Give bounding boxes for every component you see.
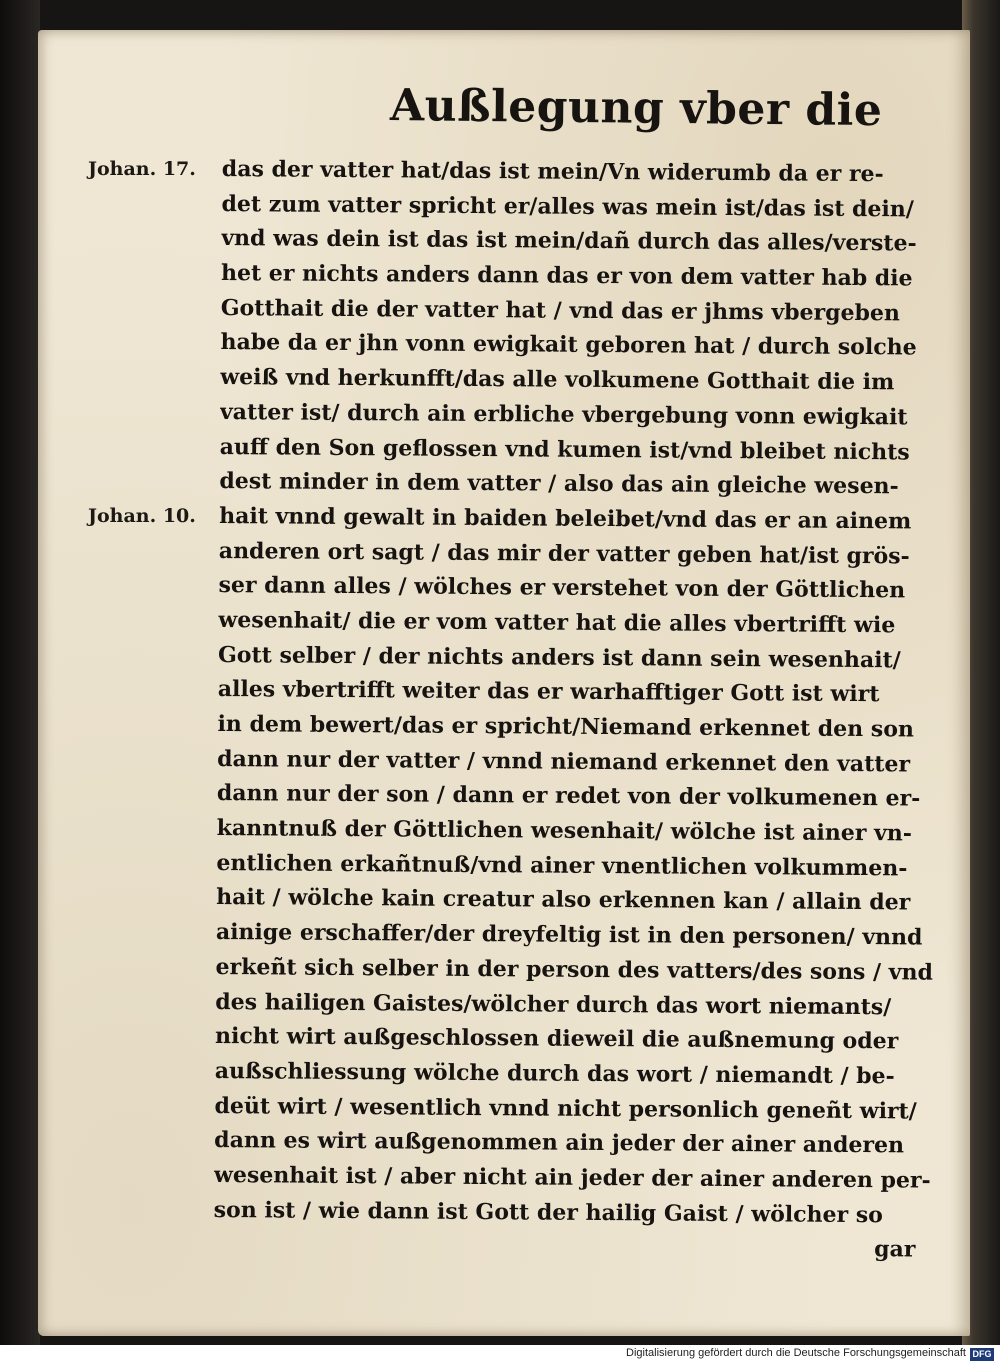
text-line: habe da er jhn vonn ewigkait geboren hat / durch solche [220, 329, 917, 361]
text-line: auff den Son geflossen vnd kumen ist/vnd bleibet nichts [219, 433, 910, 465]
text-line: entlichen erkañtnuß/vnd ainer vnentlichen volkummen- [216, 849, 908, 882]
text-line: kanntnuß der Göttlichen wesenhait/ wölche ist ainer vn- [216, 815, 913, 847]
text-line: ser dann alles / wölches er verstehet von der Göttlichen [218, 572, 906, 604]
text-line: außschliessung wölche durch das wort / niemandt / be- [214, 1057, 895, 1090]
text-line: dann nur der vatter / vnnd niemand erkennet den vatter [217, 745, 911, 778]
footer-bar [0, 1345, 1000, 1364]
text-line: Gott selber / der nichts anders ist dann sein wesenhait/ [217, 641, 901, 673]
text-line: hait vnnd gewalt in baiden beleibet/vnd das er an ainem [219, 502, 912, 535]
text-line: het er nichts anders dann das er von dem vatter hab die [220, 260, 913, 292]
margin-note-johan-17: Johan. 17. [88, 158, 196, 180]
margin-note-johan-10: Johan. 10. [88, 505, 196, 527]
text-line: des hailigen Gaistes/wölcher durch das wort niemants/ [215, 988, 892, 1020]
catchword: gar [874, 1236, 916, 1263]
text-line: anderen ort sagt / das mir der vatter geben hat/ist grös- [218, 537, 910, 569]
text-line: wesenhait ist / aber nicht ain jeder der ainer anderen per- [213, 1161, 931, 1194]
bleed-through-mark [133, 122, 193, 152]
dfg-logo-icon: DFG [970, 1348, 994, 1361]
running-title: Außlegung vber die [389, 80, 883, 137]
text-line: nicht wirt außgeschlossen dieweil die außnemung oder [214, 1023, 899, 1055]
text-line: das der vatter hat/das ist mein/Vn widerumb da er re- [221, 155, 884, 188]
text-line: vatter ist/ durch ain erbliche vbergebung vonn ewigkait [219, 398, 908, 431]
scan-background-left [0, 0, 40, 1345]
text-line: erkeñt sich selber in der person des vatters/des sons / vnd [215, 953, 933, 986]
funding-notice: Digitalisierung gefördert durch die Deutsche Forschungsgemeinschaft [626, 1347, 966, 1359]
text-line: alles vbertrifft weiter das er warhafftiger Gott ist wirt [217, 676, 880, 708]
text-line: dest minder in dem vatter / also das ain gleiche wesen- [219, 468, 899, 500]
text-line: deüt wirt / wesentlich vnnd nicht personlich geneñt wirt/ [214, 1092, 917, 1125]
text-line: Gotthait die der vatter hat / vnd das er jhms vbergeben [220, 294, 901, 327]
text-line: dann es wirt außgenommen ain jeder der ainer anderen [214, 1127, 905, 1159]
text-line: dann nur der son / dann er redet von der volkumenen er- [216, 780, 921, 812]
text-line: in dem bewert/das er spricht/Niemand erkennet den son [217, 710, 915, 743]
text-line: vnd was dein ist das ist mein/dañ durch das alles/verste- [221, 225, 917, 257]
text-line: hait / wölche kain creatur also erkennen kan / allain der [216, 884, 911, 916]
text-line: ainige erschaffer/der dreyfeltig ist in den personen/ vnnd [215, 919, 923, 951]
text-line: weiß vnd herkunfft/das alle volkumene Gotthait die im [220, 364, 895, 396]
body-text [213, 152, 948, 1268]
text-line: son ist / wie dann ist Gott der hailig Gaist / wölcher so [213, 1196, 883, 1228]
text-line: wesenhait/ die er vom vatter hat die alles vbertrifft wie [218, 606, 896, 639]
text-line: det zum vatter spricht er/alles was mein ist/das ist dein/ [221, 190, 914, 223]
